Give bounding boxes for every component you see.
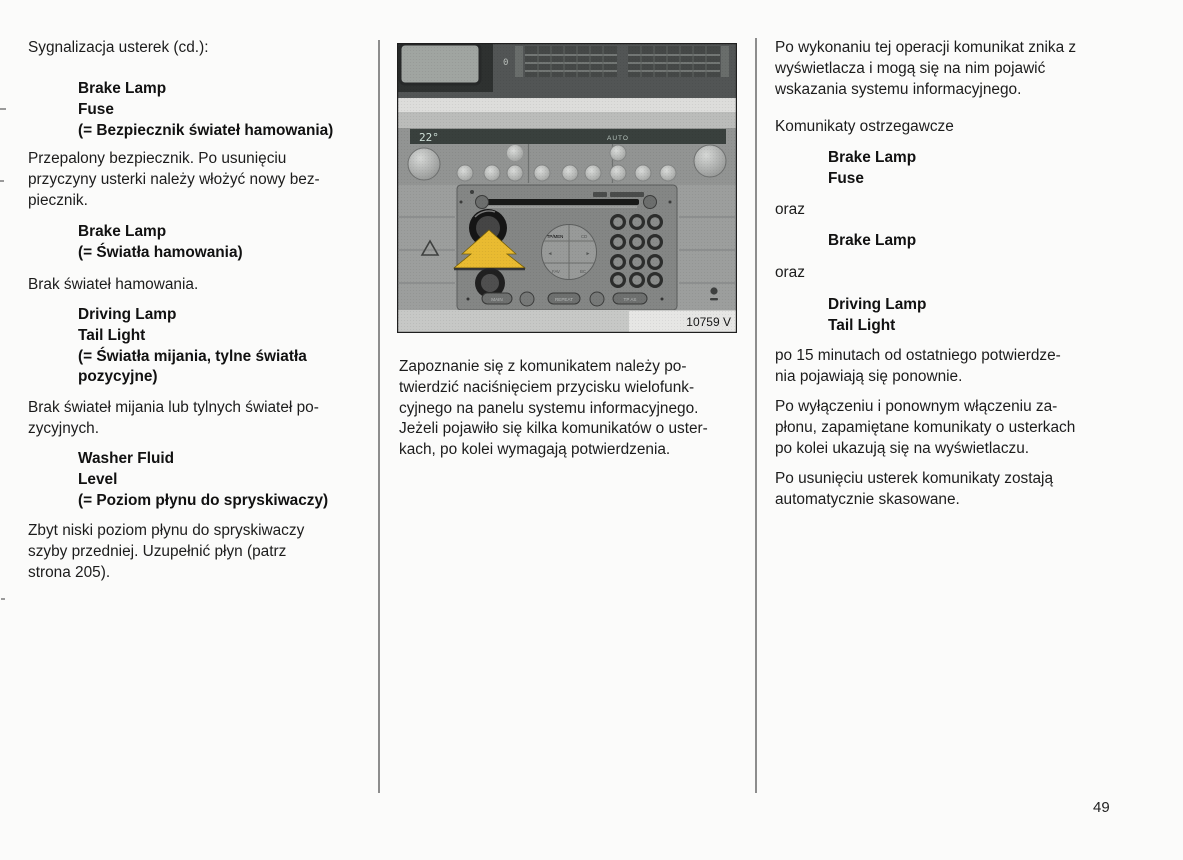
fault-title-washer-fluid-level: Washer Fluid Level (= Poziom płynu do spryskiwaczy)	[78, 450, 329, 509]
paragraph: Brak świateł mijania lub tylnych świateł po- zycyjnych.	[28, 399, 319, 437]
photo-description-paragraph: Zapoznanie się z komunikatem należy po- twierdzić naciśnięciem przycisku wielofunk- cyjnego na panelu systemu informacyjnego. Jeżeli pojawiło się kilka komunikatów o uster- kach, po kolei wymagają potwierdzenia.	[399, 358, 708, 459]
page-number: 49	[1093, 799, 1110, 816]
scan-artifact	[1, 598, 5, 600]
fault-title-brake-lamp: Brake Lamp (= Światła hamowania)	[78, 223, 243, 261]
paragraph: Po usunięciu usterek komunikaty zostają automatycznie skasowane.	[775, 470, 1054, 508]
paragraph: Po wyłączeniu i ponownym włączeniu za- płonu, zapamiętane komunikaty o usterkach po kolei ukazują się na wyświetlaczu.	[775, 398, 1076, 457]
intro-text: Sygnalizacja usterek (cd.):	[28, 39, 209, 56]
warning-title-brake-lamp-fuse: Brake Lamp Fuse	[828, 149, 917, 187]
paragraph: Zbyt niski poziom płynu do spryskiwaczy szyby przedniej. Uzupełnić płyn (patrz strona 205).	[28, 522, 305, 581]
left-intro	[28, 38, 209, 59]
warning-title-brake-lamp: Brake Lamp	[828, 232, 917, 249]
paragraph: Brak świateł hamowania.	[28, 276, 199, 293]
conjunction: oraz	[775, 264, 805, 281]
warnings-heading: Komunikaty ostrzegawcze	[775, 118, 954, 135]
fault-title-driving-lamp-tail-light: Driving Lamp Tail Light (= Światła mijania, tylne światła pozycyjne)	[78, 306, 307, 386]
paragraph: Po wykonaniu tej operacji komunikat znika z wyświetlacza i mogą się na nim pojawić wskazania systemu informacyjnego.	[775, 39, 1077, 98]
paragraph: Przepalony bezpiecznik. Po usunięciu przyczyny usterki należy włożyć nowy bez- piecznik.	[28, 150, 320, 209]
fault-title-brake-lamp-fuse: Brake Lamp Fuse (= Bezpiecznik świateł hamowania)	[78, 80, 334, 139]
conjunction: oraz	[775, 201, 805, 218]
scan-artifact	[0, 108, 6, 110]
column-divider-left	[378, 40, 380, 793]
paragraph: po 15 minutach od ostatniego potwierdze- nia pojawiają się ponownie.	[775, 347, 1061, 385]
console-photo	[397, 43, 737, 333]
warning-title-driving-lamp-tail-light: Driving Lamp Tail Light	[828, 296, 927, 334]
halftone-overlay	[397, 43, 737, 333]
scan-artifact	[0, 180, 4, 182]
column-divider-right	[755, 38, 757, 793]
